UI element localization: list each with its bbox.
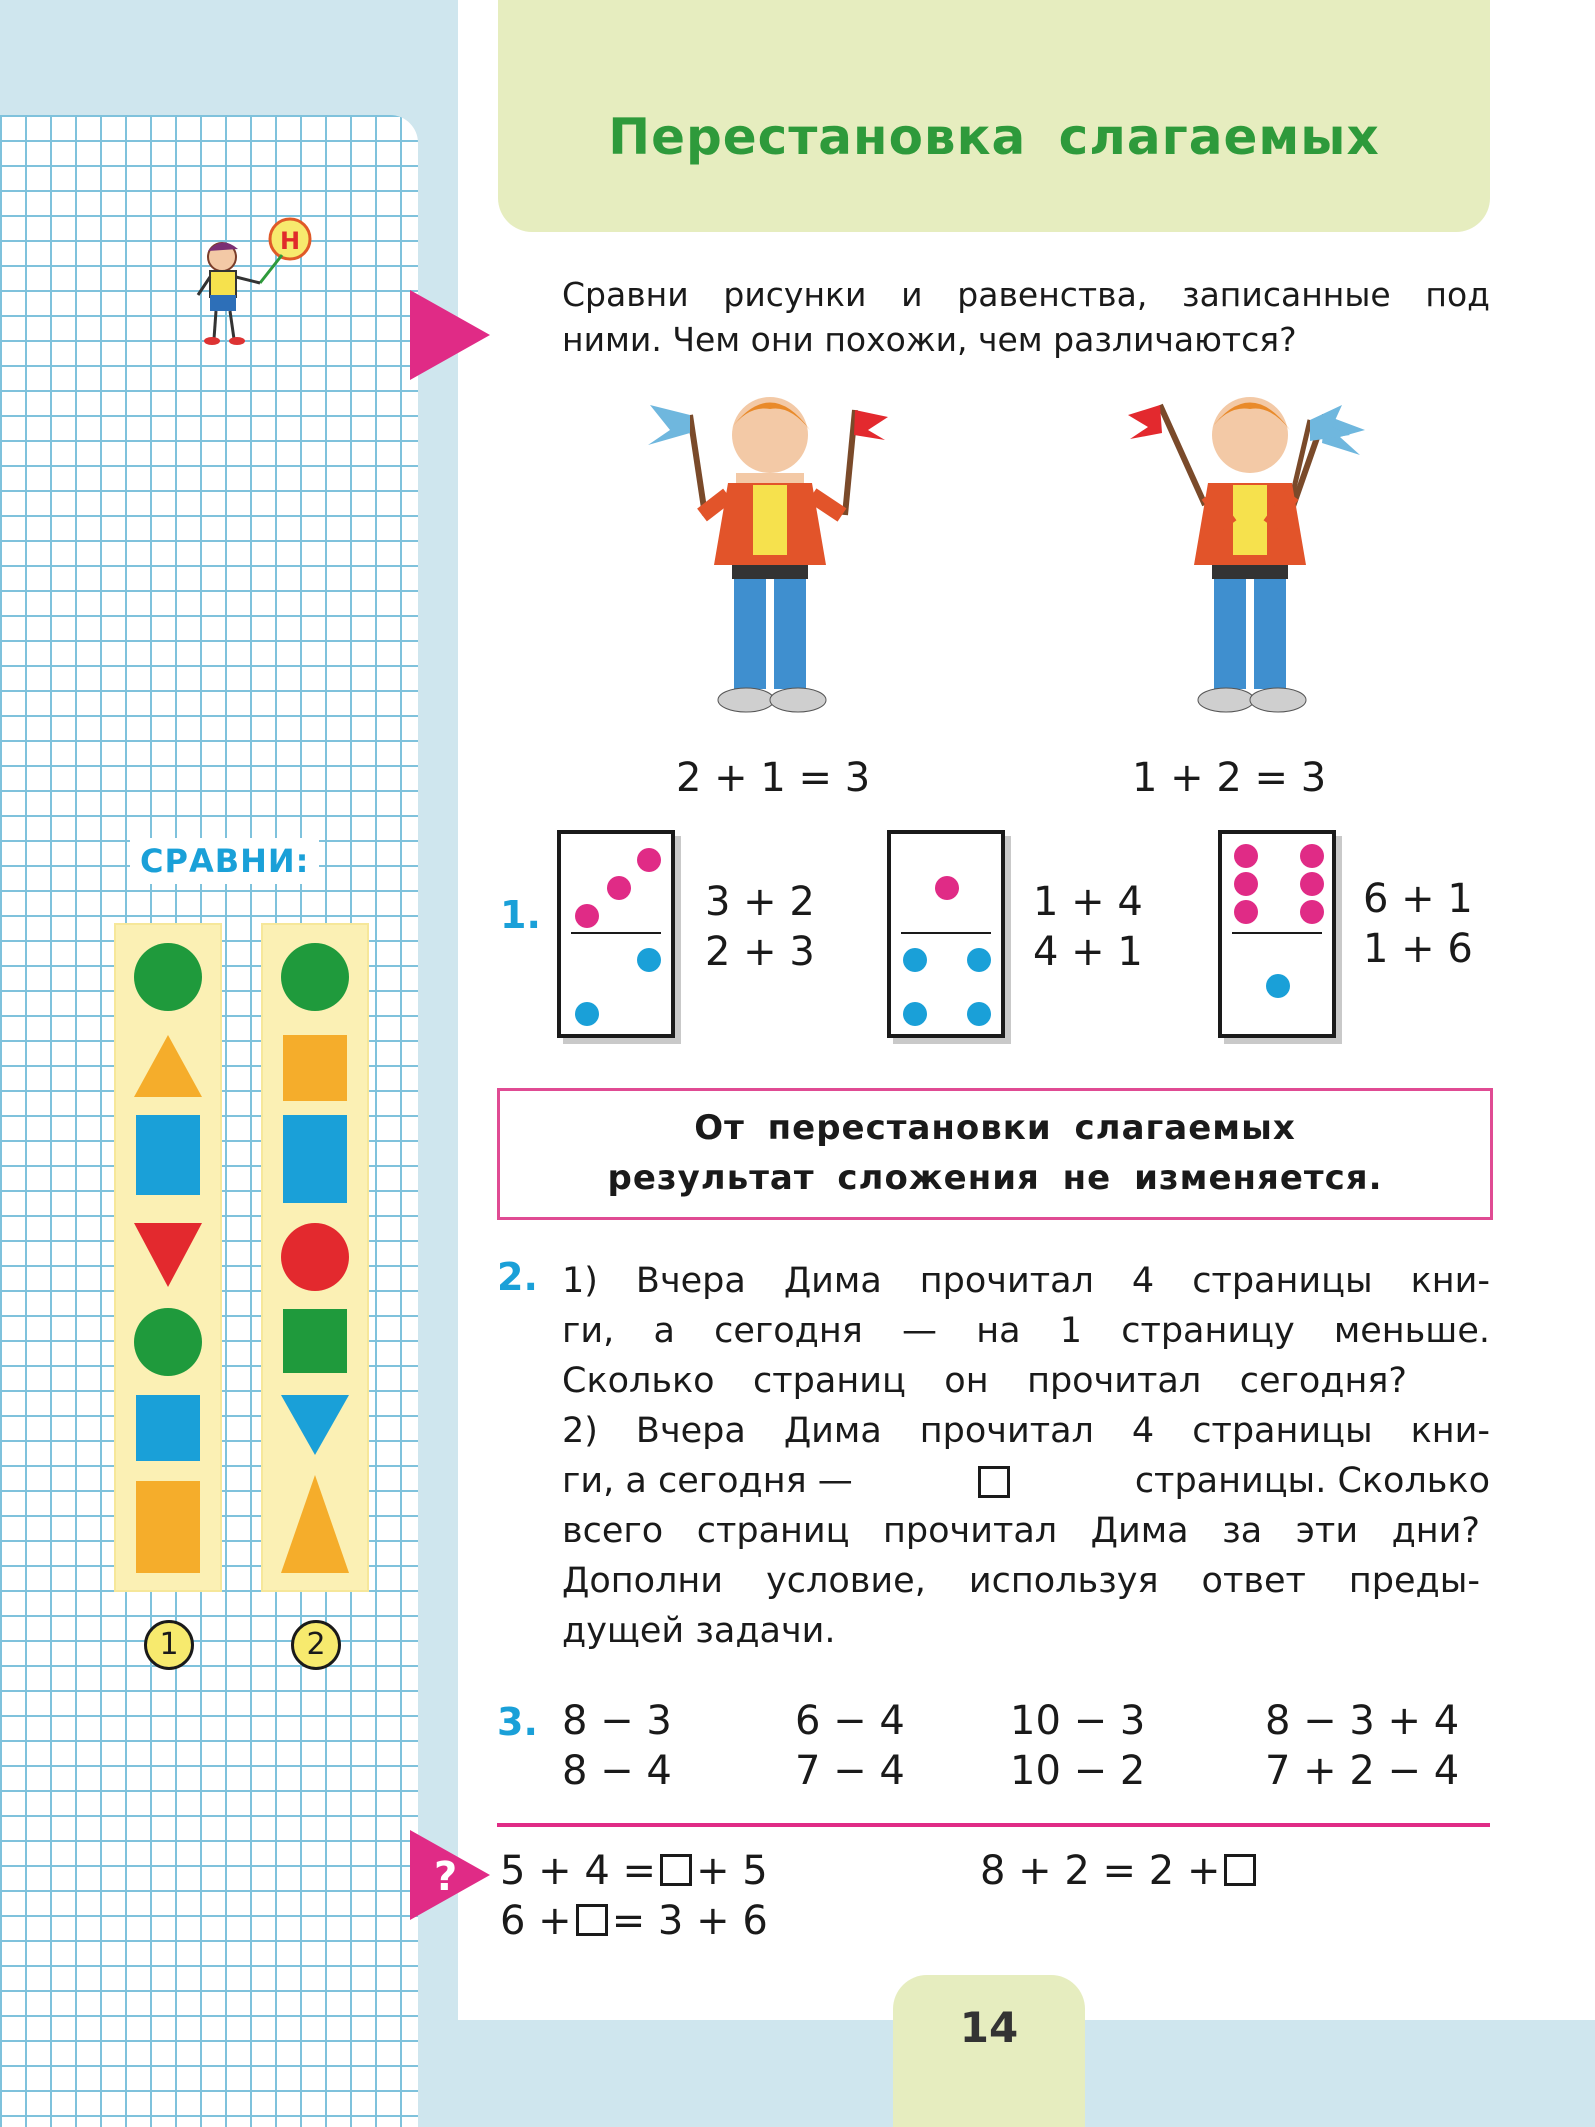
question-eq-2-right: = 3 + 6 — [611, 1898, 768, 1944]
task-1-expr-2a: 1 + 4 — [1033, 879, 1143, 925]
question-eq-1-left: 5 + 4 = — [500, 1848, 657, 1894]
task-1-expr-1b: 2 + 3 — [705, 929, 815, 975]
question-eq-1-right: + 5 — [696, 1848, 768, 1894]
mascot-letter: Н — [279, 227, 301, 255]
task-2-line-7: Дополни условие, используя ответ преды- — [562, 1561, 1480, 1601]
task-1-number: 1. — [500, 893, 541, 937]
domino-1 — [557, 830, 675, 1038]
task-3-col3-a: 10 − 3 — [1010, 1698, 1146, 1744]
domino-3 — [1218, 830, 1336, 1038]
question-marker-icon — [410, 1830, 490, 1920]
task-3-col1-a: 8 − 3 — [562, 1698, 672, 1744]
question-mark: ? — [434, 1854, 458, 1900]
task-3-col2-b: 7 − 4 — [795, 1748, 905, 1794]
task-1-expr-1a: 3 + 2 — [705, 879, 815, 925]
page-number: 14 — [959, 2003, 1019, 2052]
boy-illustration-left — [630, 375, 910, 725]
shape-strip-2 — [263, 925, 367, 1590]
question-eq-2 — [500, 1896, 768, 1946]
task-2-line-5 — [562, 1456, 1490, 1506]
exercise-arrow-icon — [410, 290, 490, 380]
task-2-line-2: ги, а сегодня — на 1 страницу меньше. — [562, 1311, 1490, 1351]
task-3-col3-b: 10 − 2 — [1010, 1748, 1146, 1794]
page-title: Перестановка слагаемых — [608, 108, 1380, 166]
boy-illustration-right — [1110, 375, 1390, 725]
blank-box-icon — [660, 1854, 692, 1886]
question-eq-1 — [500, 1846, 768, 1896]
divider-line — [497, 1823, 1490, 1827]
task-2-number: 2. — [497, 1255, 538, 1299]
rule-line-1: От перестановки слагаемых — [694, 1108, 1296, 1148]
task-3-number: 3. — [497, 1700, 538, 1744]
blank-box-icon — [576, 1904, 608, 1936]
task-1-expr-3b: 1 + 6 — [1363, 926, 1473, 972]
task-3-col4-a: 8 − 3 + 4 — [1265, 1698, 1460, 1744]
task-2-line-8: дущей задачи. — [562, 1611, 836, 1651]
task-3-col4-b: 7 + 2 − 4 — [1265, 1748, 1460, 1794]
task-2-line-1: 1) Вчера Дима прочитал 4 страницы кни- — [562, 1261, 1490, 1301]
rule-line-2: результат сложения не изменяется. — [607, 1158, 1383, 1198]
equation-right: 1 + 2 = 3 — [1132, 755, 1327, 801]
rule-box — [497, 1088, 1493, 1220]
question-eq-3 — [980, 1846, 1260, 1896]
title-banner — [498, 0, 1490, 232]
equation-left: 2 + 1 = 3 — [676, 755, 871, 801]
shape-sequence-2 — [263, 925, 367, 1590]
page-number-tab — [893, 1975, 1085, 2127]
task-3-col2-a: 6 − 4 — [795, 1698, 905, 1744]
intro-line-1: Сравни рисунки и равенства, записанные под — [562, 275, 1490, 314]
shape-strip-1 — [116, 925, 220, 1590]
task-2-line-4: 2) Вчера Дима прочитал 4 страницы кни- — [562, 1411, 1490, 1451]
blank-box-icon — [1224, 1854, 1256, 1886]
strip-number-2: 2 — [291, 1620, 341, 1670]
domino-2 — [887, 830, 1005, 1038]
task-3-col1-b: 8 − 4 — [562, 1748, 672, 1794]
blank-box-icon — [978, 1466, 1010, 1498]
question-eq-3-left: 8 + 2 = 2 + — [980, 1848, 1221, 1894]
task-2-line-5-end: страницы. Сколько — [1134, 1461, 1490, 1501]
compare-label: СРАВНИ: — [130, 838, 319, 884]
task-1-expr-2b: 4 + 1 — [1033, 929, 1143, 975]
task-2-line-3: Сколько страниц он прочитал сегодня? — [562, 1361, 1407, 1401]
task-1-expr-3a: 6 + 1 — [1363, 876, 1473, 922]
shape-sequence-1 — [116, 925, 220, 1590]
task-2-line-6: всего страниц прочитал Дима за эти дни? — [562, 1511, 1480, 1551]
intro-line-2: ними. Чем они похожи, чем различаются? — [562, 320, 1297, 359]
task-2-line-5-start: ги, а сегодня — — [562, 1461, 853, 1501]
strip-number-1: 1 — [144, 1620, 194, 1670]
question-eq-2-left: 6 + — [500, 1898, 572, 1944]
mascot-icon — [190, 215, 340, 355]
